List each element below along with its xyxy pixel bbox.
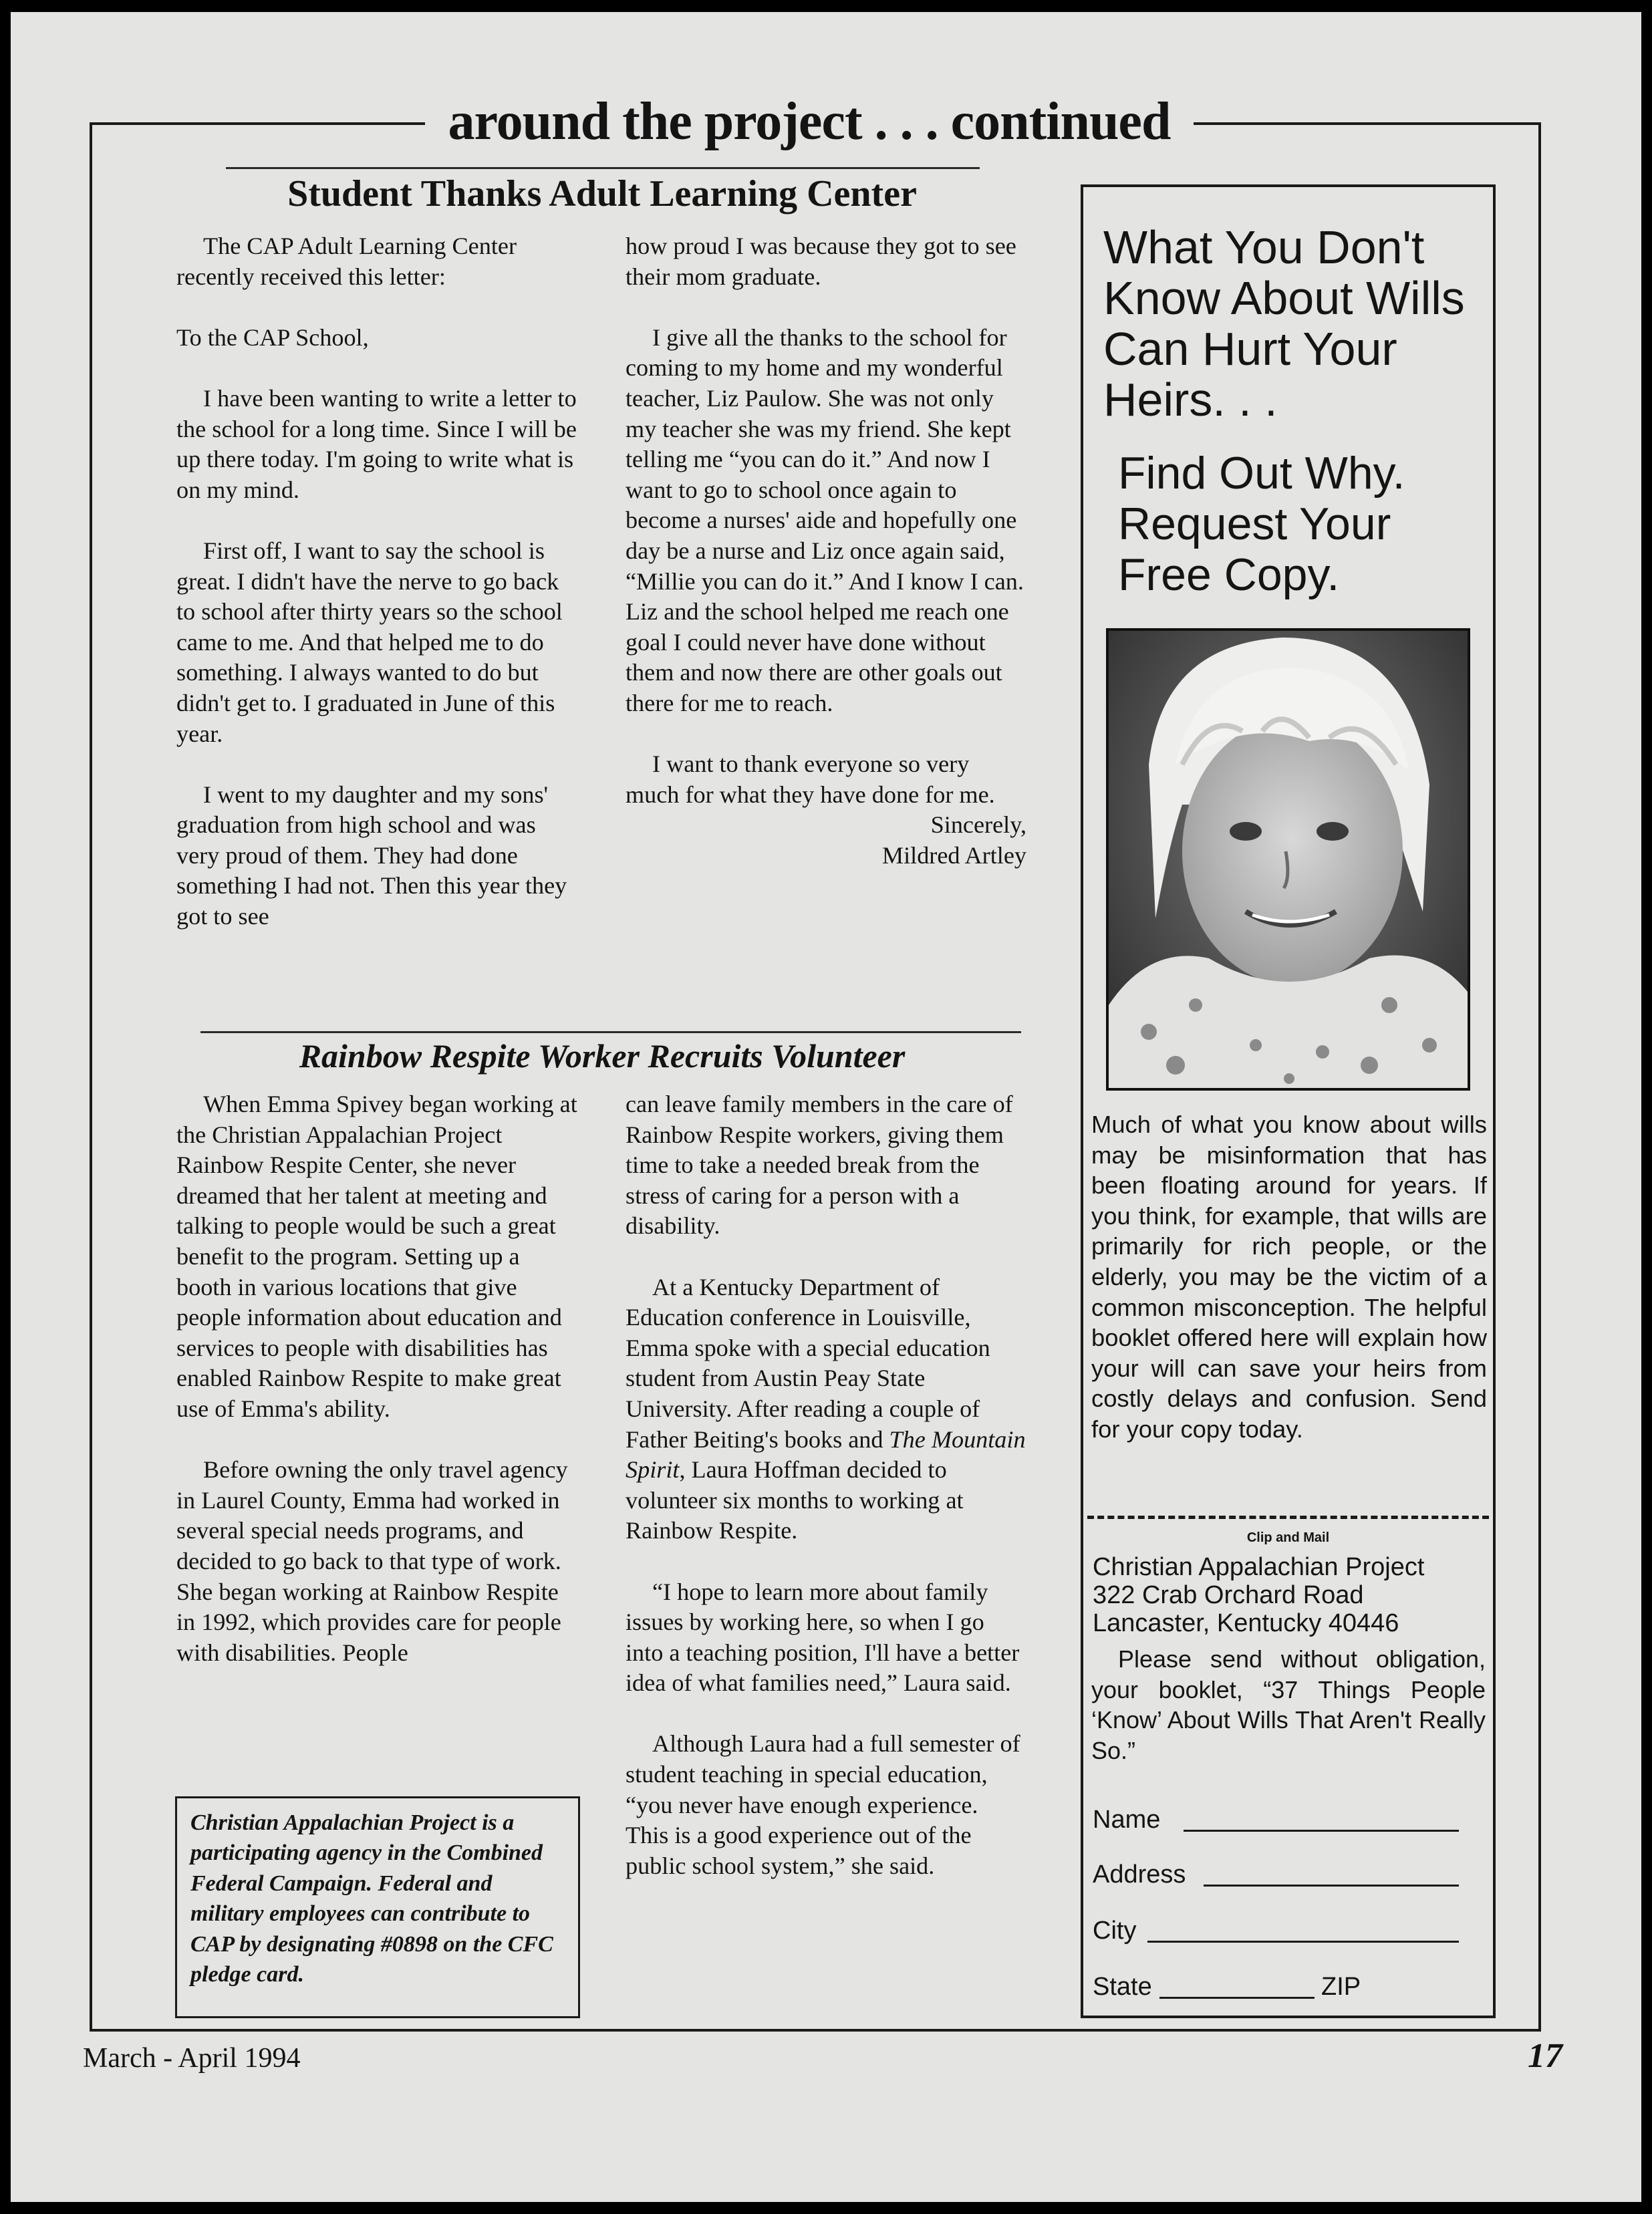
clip-and-mail-label: Clip and Mail	[1246, 1530, 1330, 1545]
ad-headline: What You Don't Know About Wills Can Hurt Your Heirs. . .	[1103, 221, 1465, 426]
article1-c2-p3: I want to thank everyone so very much for what they have done for me.	[626, 750, 995, 808]
article1-c1-p4: I went to my daughter and my sons' graduation from high school and was very proud of them. They had done something I had not. Then this year they got to see	[176, 781, 567, 930]
child-photo	[1106, 628, 1470, 1091]
article1-c2-p1: how proud I was because they got to see their mom graduate.	[626, 233, 1016, 290]
book-title: The Mountain Spirit	[626, 1425, 1026, 1484]
child-photo-illustration	[1109, 631, 1468, 1088]
address-line-3: Lancaster, Kentucky 40446	[1093, 1609, 1399, 1637]
article1-c1-p2: I have been wanting to write a letter to the school for a long time. Since I will be up there today. I'm going to write what is on my mind.	[176, 384, 577, 503]
article1-c2-p2: I give all the thanks to the school for coming to my home and my wonderful teacher, Liz Paulow. She was not only my teacher she was my friend. She kept telling me “you can do it.” And now I want to go to school once again to become a nurses' aide and hopefully one day be a nurse and Liz once again said, “Millie you can do it.” And I know I can. Liz and the school helped me reach one goal I could never have done without them and now there are other goals out there for me to reach.	[626, 323, 1024, 716]
ad-subhead: Find Out Why. Request Your Free Copy.	[1118, 448, 1405, 600]
article2-c2-p2-text-a: At a Kentucky Department of Education conference in Louisville, Emma spoke with a special education student from Austin Peay State University. After reading a couple of Father Beiting's books and	[626, 1273, 990, 1453]
article1-c1-p1: The CAP Adult Learning Center recently received this letter:	[176, 233, 517, 290]
letter-signoff: Sincerely,	[930, 811, 1026, 839]
page	[11, 12, 1641, 2202]
article1-c1-salutation: To the CAP School,	[176, 323, 369, 351]
article2-c2-p1: can leave family members in the care of Rainbow Respite workers, giving them time to take a needed break from the stress of caring for a person with a disability.	[626, 1091, 1013, 1240]
address-field-label: Address	[1093, 1860, 1186, 1889]
cut-line	[1087, 1516, 1489, 1519]
page-number: 17	[1528, 2037, 1562, 2075]
state-field-line[interactable]	[1159, 1997, 1315, 1999]
address-line-1: Christian Appalachian Project	[1093, 1553, 1425, 1581]
address-line-2: 322 Crab Orchard Road	[1093, 1581, 1364, 1609]
article1-top-rule	[226, 167, 980, 169]
mailing-address	[1093, 1553, 1487, 1637]
issue-date: March - April 1994	[83, 2043, 301, 2074]
article2-column-1	[176, 1089, 577, 1668]
name-field-label: Name	[1093, 1806, 1161, 1834]
article1-column-1	[176, 231, 577, 932]
article2-top-rule	[200, 1031, 1021, 1033]
article1-column-2	[626, 231, 1026, 871]
article2-column-2	[626, 1089, 1026, 1881]
city-field-label: City	[1093, 1917, 1137, 1945]
article1-c1-p3: First off, I want to say the school is great. I didn't have the nerve to go back to school after thirty years so the school came to me. And that helped me to do something. I always wanted to do but didn't get to. I graduated in June of this year.	[176, 537, 563, 747]
address-field-line[interactable]	[1204, 1885, 1459, 1887]
article2-title: Rainbow Respite Worker Recruits Volunteer	[299, 1037, 906, 1075]
article2-c1-p2: Before owning the only travel agency in Laurel County, Emma had worked in several special needs programs, and decided to go back to that type of work. She began working at Rainbow Respite in 1992, which provides care for people with disabilities. People	[176, 1456, 568, 1666]
request-text	[1091, 1644, 1486, 1766]
cfc-notice-box: Christian Appalachian Project is a participating agency in the Combined Federal Campaign. Federal and military employees can contribute to CAP by designating #0898 on the CFC pledge card.	[175, 1796, 580, 2018]
article2-c2-p3: “I hope to learn more about family issues by working here, so when I go into a teaching position, I'll have a better idea of what families need,” Laura said.	[626, 1578, 1020, 1697]
state-field-label: State	[1093, 1973, 1152, 2001]
article2-c1-p1: When Emma Spivey began working at the Christian Appalachian Project Rainbow Respite Center, she never dreamed that her talent at meeting and talking to people would be such a great benefit to the program. Setting up a booth in various locations that give people information about education and services to people with disabilities has enabled Rainbow Respite to make great use of Emma's ability.	[176, 1091, 577, 1422]
section-header: around the project . . . continued	[448, 92, 1171, 151]
article1-title: Student Thanks Adult Learning Center	[287, 173, 917, 215]
article2-c2-p2	[626, 1272, 1026, 1546]
header-band	[425, 84, 1194, 164]
name-field-line[interactable]	[1184, 1830, 1459, 1832]
request-text-body: Please send without obligation, your booklet, “37 Things People ‘Know’ About Wills That Aren't Really So.”	[1091, 1645, 1486, 1764]
letter-signature: Mildred Artley	[881, 841, 1026, 869]
wills-booklet-ad	[1081, 184, 1496, 2018]
ad-body: Much of what you know about wills may be misinformation that has been floating around for years. If you think, for example, that wills are primarily for rich people, or the elderly, you may be the victim of a common misconception. The helpful booklet offered here will explain how your will can save your heirs from costly delays and confusion. Send for your copy today.	[1091, 1111, 1487, 1443]
zip-field-label: ZIP	[1321, 1973, 1361, 2001]
article2-c2-p2-text-b: , Laura Hoffman decided to volunteer six months to working at Rainbow Respite.	[626, 1456, 964, 1544]
article2-c2-p4: Although Laura had a full semester of student teaching in special education, “you never have enough experience. This is a good experience out of the public school system,” she said.	[626, 1730, 1020, 1879]
city-field-line[interactable]	[1147, 1941, 1459, 1943]
